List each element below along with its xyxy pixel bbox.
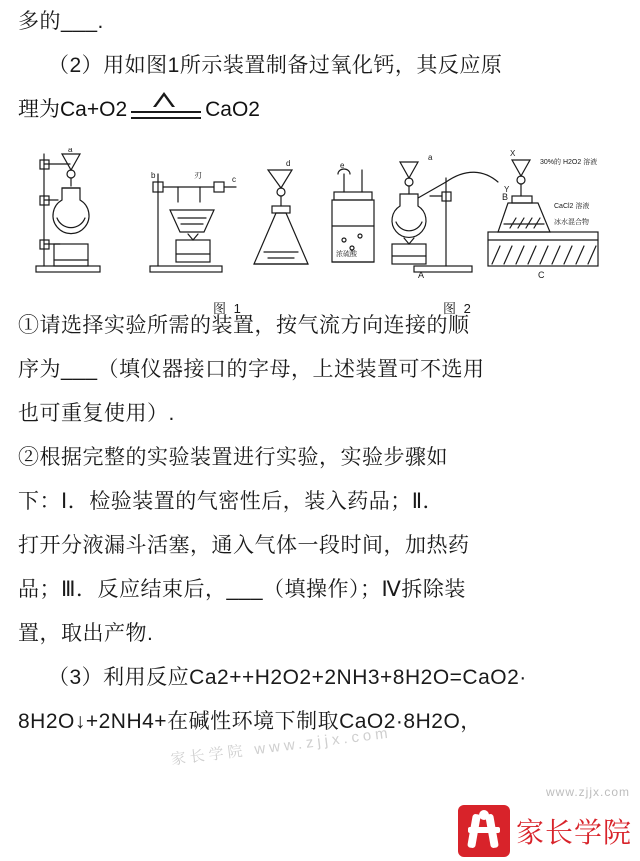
label-c: c	[232, 175, 236, 184]
apparatus-A	[392, 162, 498, 272]
reaction-formula-line	[18, 88, 622, 132]
apparatus-b-c	[150, 174, 236, 272]
watermark-url: www.zjjx.com	[545, 785, 630, 799]
text-line-6: 也可重复使用）.	[18, 402, 175, 425]
text-line-4: ①请选择实验所需的装置，按气流方向连接的顺	[18, 314, 470, 337]
label-naoh: 浓硫酸	[336, 251, 357, 258]
watermark-brand-text: 家长学院	[515, 817, 632, 848]
text-line-8: 下：Ⅰ．检验装置的气密性后，装入药品；Ⅱ．	[18, 490, 445, 513]
text-line-10: 品；Ⅲ．反应结束后，___（填操作）；Ⅳ拆除装	[18, 578, 466, 601]
figure-1-caption: 图 1	[213, 301, 243, 316]
formula-reactants: 理为Ca+O2	[18, 98, 128, 121]
watermark-center-text: 家长学院 www.zjjx.com	[169, 724, 393, 769]
label-ice: 冰水混合物	[554, 219, 589, 226]
formula-products: CaO2	[205, 98, 260, 121]
label-X: X	[510, 149, 516, 158]
apparatus-d	[254, 170, 308, 264]
label-A-top: a	[428, 153, 433, 162]
apparatus-e	[332, 169, 374, 262]
text-line-9: 打开分液漏斗活塞，通入气体一段时间，加热药	[18, 534, 470, 557]
text-line-5: 序为___（填仪器接口的字母，上述装置可不选用	[18, 358, 485, 381]
label-Y: Y	[504, 185, 510, 194]
apparatus-C	[488, 232, 598, 266]
apparatus-figure-group	[18, 148, 622, 316]
label-d: d	[286, 159, 291, 168]
apparatus-diagrams-svg	[18, 148, 622, 298]
figure-2-caption: 图 2	[443, 301, 473, 316]
figure-captions	[18, 298, 622, 320]
label-A: A	[418, 270, 425, 280]
watermark-logo	[458, 805, 632, 857]
text-line-12: （3）利用反应Ca2++H2O2+2NH3+8H2O=CaO2·	[48, 666, 527, 689]
label-cacl2: CaCl2 溶液	[554, 203, 590, 210]
label-b2: 刃	[194, 171, 202, 180]
text-line-11: 置，取出产物.	[18, 622, 154, 645]
label-h2o2: 30%的 H2O2 溶液	[540, 159, 598, 166]
text-line-7: ②根据完整的实验装置进行实验，实验步骤如	[18, 446, 448, 469]
label-b: b	[151, 171, 156, 180]
heating-arrow-icon	[131, 92, 201, 126]
label-e: e	[340, 161, 345, 170]
label-a: a	[68, 148, 73, 154]
text-line-2: （2）用如图1所示装置制备过氧化钙，其反应原	[48, 54, 503, 77]
label-B: B	[502, 192, 509, 202]
text-line-13: 8H2O↓+2NH4+在碱性环境下制取CaO2·8H2O，	[18, 710, 482, 733]
label-C: C	[538, 270, 545, 280]
text-line-1: 多的___.	[18, 10, 104, 33]
apparatus-a	[36, 154, 100, 272]
brand-logo-icon	[458, 805, 510, 857]
